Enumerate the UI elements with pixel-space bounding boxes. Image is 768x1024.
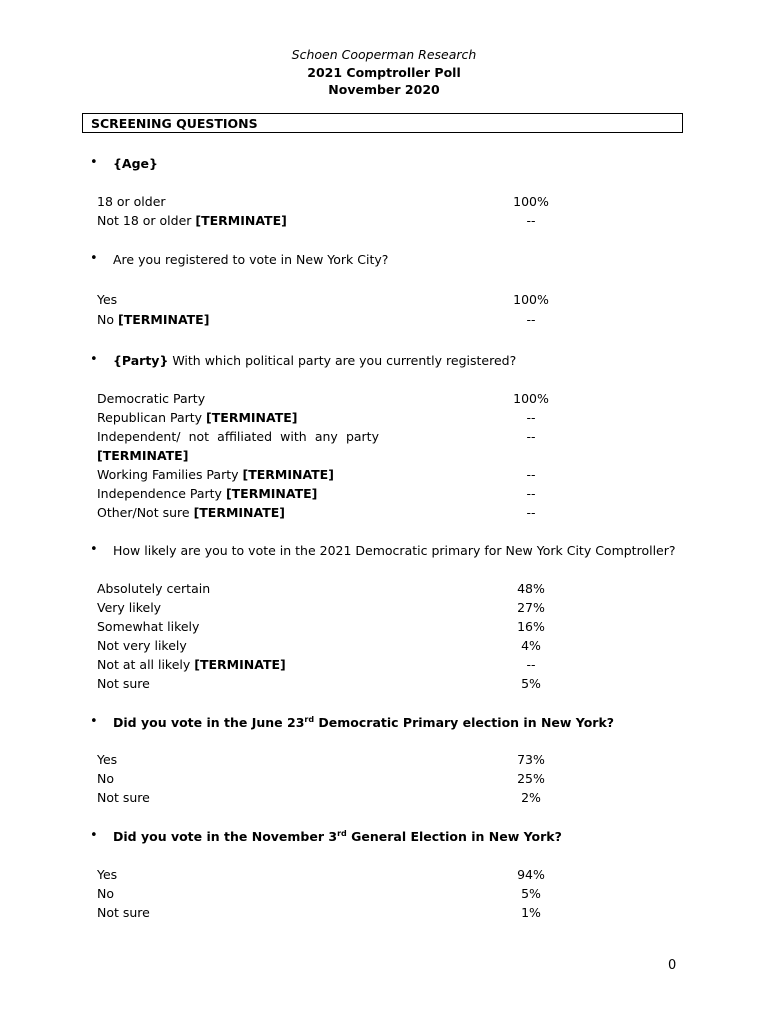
answer-value: 94% xyxy=(517,867,545,882)
answer-label: 18 or older xyxy=(97,194,166,209)
answer-value: 16% xyxy=(517,619,545,634)
answer-row xyxy=(97,752,557,767)
answer-value: -- xyxy=(526,467,536,482)
answer-label: No xyxy=(97,312,114,327)
answer-value: 2% xyxy=(521,790,541,805)
terminate-tag: [TERMINATE] xyxy=(194,657,286,672)
answer-value: 100% xyxy=(513,194,549,209)
answer-value: 4% xyxy=(521,638,541,653)
ordinal-suffix: rd xyxy=(304,714,315,724)
answer-row xyxy=(97,619,557,634)
answer-row xyxy=(97,581,557,596)
section-title: SCREENING QUESTIONS xyxy=(91,116,258,131)
answer-row xyxy=(97,657,557,672)
bullet-icon: • xyxy=(90,155,98,170)
answer-label: Not at all likely xyxy=(97,657,191,672)
answer-value: -- xyxy=(526,312,536,327)
answer-value: 48% xyxy=(517,581,545,596)
answer-value: -- xyxy=(526,657,536,672)
ordinal-suffix: rd xyxy=(337,828,347,838)
question-text: With which political party are you currently registered? xyxy=(168,353,517,368)
page-number: 0 xyxy=(668,958,677,973)
terminate-tag: [TERMINATE] xyxy=(206,410,298,425)
terminate-tag: [TERMINATE] xyxy=(225,486,318,501)
answer-value: -- xyxy=(526,213,536,228)
answer-row xyxy=(97,867,557,882)
answer-row-continuation xyxy=(97,448,557,463)
bullet-icon: • xyxy=(90,352,98,367)
header-org: Schoen Cooperman Research xyxy=(291,47,477,62)
answer-row xyxy=(97,676,557,691)
answer-row xyxy=(97,886,557,901)
answer-label: Not 18 or older xyxy=(97,213,192,228)
question-text: How likely are you to vote in the 2021 Democratic primary for New York City Comptroller? xyxy=(113,543,676,558)
question-text: Democratic Primary election in New York? xyxy=(314,715,615,730)
answer-label: Yes xyxy=(97,292,118,307)
question-text: General Election in New York? xyxy=(346,829,562,844)
bullet-icon: • xyxy=(90,714,98,729)
answer-label: Other/Not sure xyxy=(97,505,190,520)
terminate-tag: [TERMINATE] xyxy=(195,213,287,228)
answer-label: Democratic Party xyxy=(97,391,206,406)
bullet-icon: • xyxy=(90,828,98,843)
answer-label: Not sure xyxy=(97,905,150,920)
answer-label: Working Families Party xyxy=(97,467,239,482)
answer-row xyxy=(97,410,557,425)
answer-row xyxy=(97,312,557,327)
section-title-box xyxy=(82,113,683,133)
answer-label: Not sure xyxy=(97,676,150,691)
answer-label-wrapped: Independent/ not affiliated with any party xyxy=(97,429,379,444)
terminate-tag: [TERMINATE] xyxy=(97,448,189,463)
answer-value: 100% xyxy=(513,292,549,307)
answer-label: No xyxy=(97,886,114,901)
answer-row xyxy=(97,467,557,482)
answer-label: Not very likely xyxy=(97,638,187,653)
answer-label: Very likely xyxy=(97,600,162,615)
answer-row xyxy=(97,638,557,653)
answer-value: -- xyxy=(526,505,536,520)
question-label: {Age} xyxy=(113,156,158,171)
answer-row xyxy=(97,486,557,501)
answer-label: Absolutely certain xyxy=(97,581,211,596)
answer-row xyxy=(97,790,557,805)
answer-value: -- xyxy=(526,486,536,501)
answer-value: 100% xyxy=(513,391,549,406)
answer-row xyxy=(97,292,557,307)
terminate-tag: [TERMINATE] xyxy=(117,312,210,327)
question-text: Did you vote in the November 3 xyxy=(113,829,338,844)
answer-row xyxy=(97,213,557,228)
terminate-tag: [TERMINATE] xyxy=(242,467,334,482)
question-label: {Party} xyxy=(113,353,169,368)
answer-row xyxy=(97,905,557,920)
answer-value: 73% xyxy=(517,752,545,767)
terminate-tag: [TERMINATE] xyxy=(193,505,285,520)
bullet-icon: • xyxy=(90,251,98,266)
question-text: Did you vote in the June 23 xyxy=(113,715,305,730)
answer-label: No xyxy=(97,771,114,786)
answer-row xyxy=(97,391,557,406)
header-date: November 2020 xyxy=(328,82,440,97)
answer-label: Yes xyxy=(97,752,118,767)
answer-label: Independence Party xyxy=(97,486,222,501)
answer-row xyxy=(97,771,557,786)
answer-value: 5% xyxy=(521,676,541,691)
answer-label: Not sure xyxy=(97,790,150,805)
answer-value: 27% xyxy=(517,600,545,615)
question-text: Are you registered to vote in New York City? xyxy=(113,252,389,267)
answer-value: -- xyxy=(526,429,536,444)
answer-label: Republican Party xyxy=(97,410,203,425)
answer-value: 1% xyxy=(521,905,541,920)
answer-row xyxy=(97,505,557,520)
answer-row xyxy=(97,194,557,209)
answer-row xyxy=(97,600,557,615)
answer-value: -- xyxy=(526,410,536,425)
answer-value: 5% xyxy=(521,886,541,901)
answer-label: Somewhat likely xyxy=(97,619,200,634)
answer-value: 25% xyxy=(517,771,545,786)
bullet-icon: • xyxy=(90,542,98,557)
header-title: 2021 Comptroller Poll xyxy=(307,65,461,80)
answer-label: Yes xyxy=(97,867,118,882)
